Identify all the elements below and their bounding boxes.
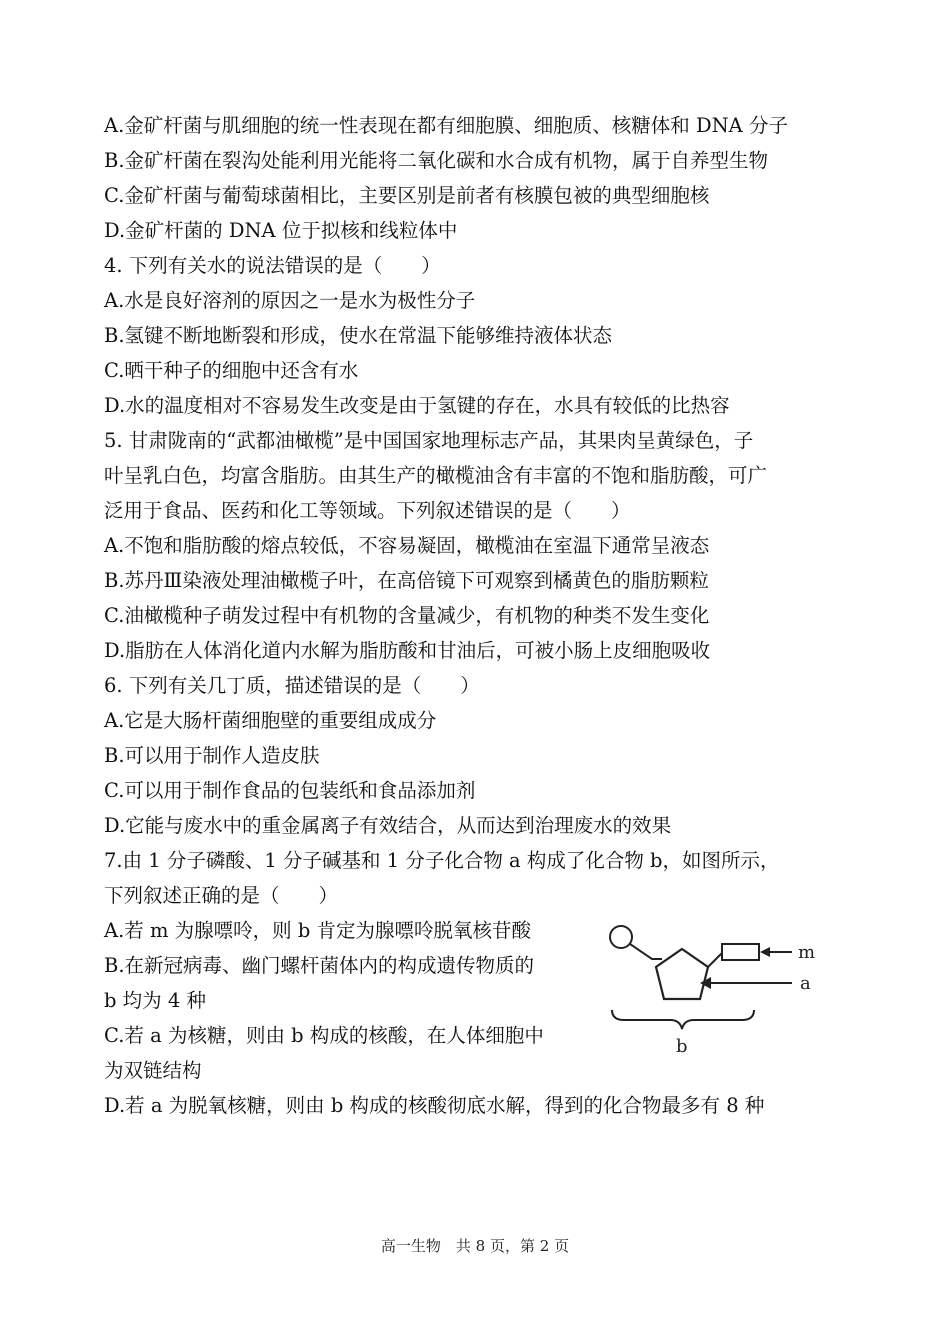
q5-option-b: B.苏丹Ⅲ染液处理油橄榄子叶，在高倍镜下可观察到橘黄色的脂肪颗粒 <box>104 569 709 592</box>
q6-option-a: A.它是大肠杆菌细胞壁的重要组成成分 <box>104 709 437 732</box>
label-a: a <box>800 973 811 994</box>
q7-option-b-line-1: B.在新冠病毒、幽门螺杆菌体内的构成遗传物质的 <box>104 954 535 977</box>
q3-option-b: B.金矿杆菌在裂沟处能利用光能将二氧化碳和水合成有机物，属于自养型生物 <box>104 149 769 172</box>
q7-option-c-line-2: 为双链结构 <box>104 1059 202 1082</box>
q5-stem-line-2: 叶呈乳白色，均富含脂肪。由其生产的橄榄油含有丰富的不饱和脂肪酸，可广 <box>104 464 768 487</box>
q5-option-a: A.不饱和脂肪酸的熔点较低，不容易凝固，橄榄油在室温下通常呈液态 <box>104 534 710 557</box>
q7-options-left <box>104 913 586 1088</box>
q4-stem: 4. 下列有关水的说法错误的是（ ） <box>104 254 441 277</box>
q4-option-b: B.氢键不断地断裂和形成，使水在常温下能够维持液体状态 <box>104 324 613 347</box>
arrow-m-head <box>760 947 770 957</box>
exam-page-content <box>104 108 864 1123</box>
q3-option-d: D.金矿杆菌的 DNA 位于拟核和线粒体中 <box>104 219 458 242</box>
base-rectangle <box>722 944 759 960</box>
q7-stem-line-2: 下列叙述正确的是（ ） <box>104 884 339 907</box>
brace-b <box>612 1010 754 1029</box>
page-footer: 高一生物 共 8 页，第 2 页 <box>380 1237 570 1255</box>
label-m: m <box>798 942 816 963</box>
q5-stem-line-1: 5. 甘肃陇南的“武都油橄榄”是中国国家地理标志产品，其果肉呈黄绿色，子 <box>104 429 754 452</box>
q4-option-c: C.晒干种子的细胞中还含有水 <box>104 359 359 382</box>
q6-stem: 6. 下列有关几丁质，描述错误的是（ ） <box>104 674 480 697</box>
q3-option-a: A.金矿杆菌与肌细胞的统一性表现在都有细胞膜、细胞质、核糖体和 DNA 分子 <box>104 114 788 137</box>
q7-options-with-figure <box>104 913 864 1088</box>
q7-stem-line-1: 7.由 1 分子磷酸、1 分子碱基和 1 分子化合物 a 构成了化合物 b，如图所示， <box>104 849 780 872</box>
q6-option-c: C.可以用于制作食品的包装纸和食品添加剂 <box>104 779 476 802</box>
q3-option-c: C.金矿杆菌与葡萄球菌相比，主要区别是前者有核膜包被的典型细胞核 <box>104 184 710 207</box>
nucleotide-figure <box>604 925 854 1060</box>
q7-option-c-line-1: C.若 a 为核糖，则由 b 构成的核酸，在人体细胞中 <box>104 1024 544 1047</box>
q5-option-d: D.脂肪在人体消化道内水解为脂肪酸和甘油后，可被小肠上皮细胞吸收 <box>104 639 711 662</box>
q4-option-a: A.水是良好溶剂的原因之一是水为极性分子 <box>104 289 476 312</box>
q7-option-a: A.若 m 为腺嘌呤，则 b 肯定为腺嘌呤脱氧核苷酸 <box>104 919 532 942</box>
q7-option-b-line-2: b 均为 4 种 <box>104 989 206 1012</box>
q7-option-d: D.若 a 为脱氧核糖，则由 b 构成的核酸彻底水解，得到的化合物最多有 8 种 <box>104 1094 765 1117</box>
q6-option-d: D.它能与废水中的重金属离子有效结合，从而达到治理废水的效果 <box>104 814 672 837</box>
q6-option-b: B.可以用于制作人造皮肤 <box>104 744 320 767</box>
phosphate-sugar-bond <box>630 944 662 959</box>
sugar-base-bond <box>708 953 722 967</box>
q5-stem-line-3: 泛用于食品、医药和化工等领域。下列叙述错误的是（ ） <box>104 499 631 522</box>
q5-option-c: C.油橄榄种子萌发过程中有机物的含量减少，有机物的种类不发生变化 <box>104 604 710 627</box>
label-b: b <box>676 1036 688 1057</box>
q4-option-d: D.水的温度相对不容易发生改变是由于氢键的存在，水具有较低的比热容 <box>104 394 730 417</box>
pentose-sugar-pentagon <box>656 949 708 999</box>
phosphate-circle <box>610 926 632 948</box>
